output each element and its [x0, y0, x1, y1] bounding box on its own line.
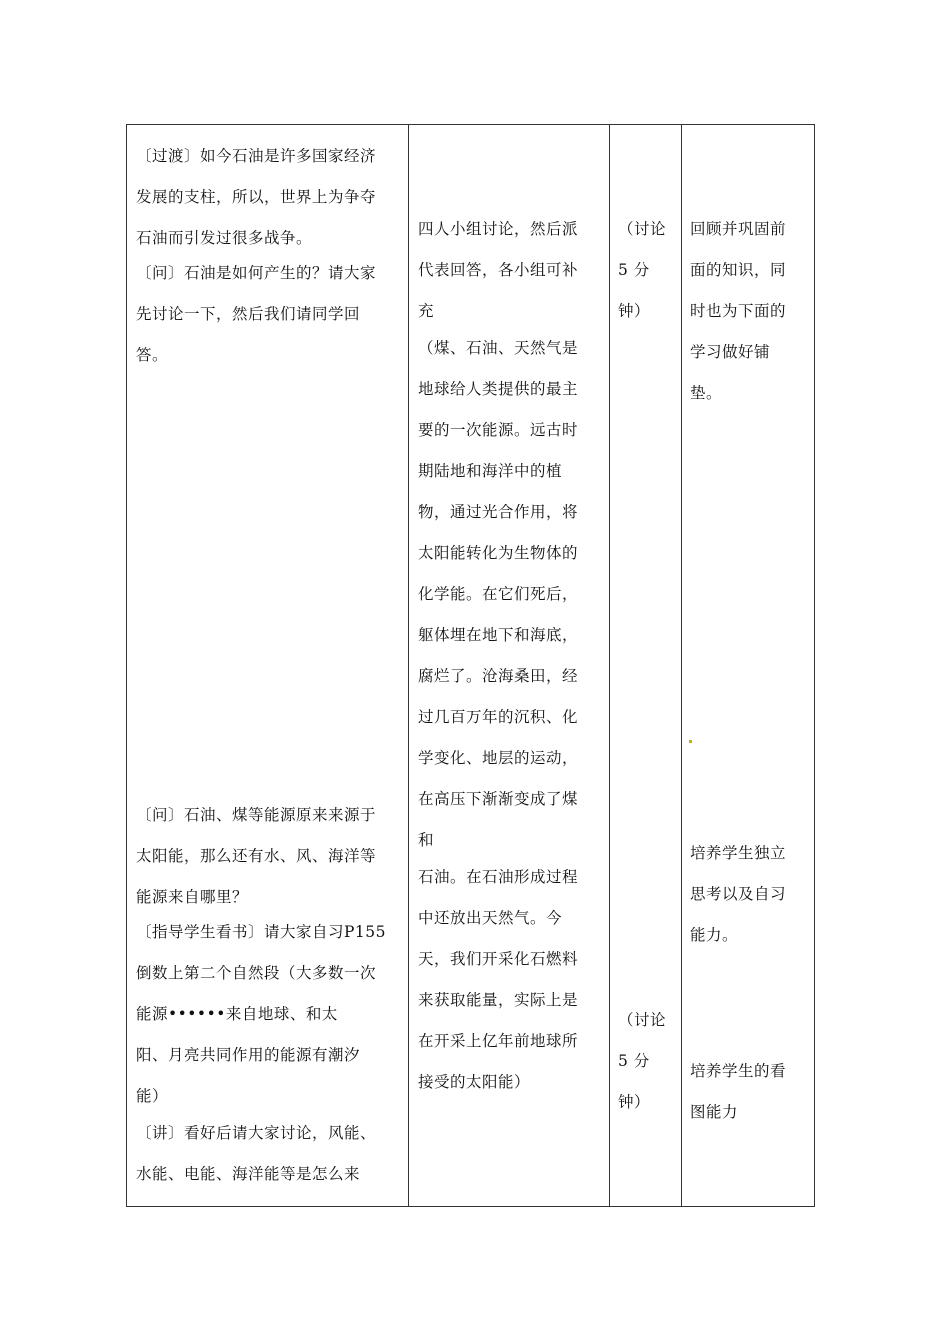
text-line: 来获取能量，实际上是	[418, 991, 579, 1009]
text-line: 能源来自哪里？	[136, 888, 249, 906]
text-line: 5 分	[618, 1052, 650, 1070]
text-line: 在高压下渐渐变成了煤	[418, 790, 579, 808]
text-line: 倒数上第二个自然段（大多数一次	[136, 964, 377, 982]
text-line: 垫。	[690, 384, 723, 402]
text-line: 思考以及自习	[690, 885, 787, 903]
text-line: 钟）	[618, 302, 651, 320]
text-line: 回顾并巩固前	[690, 220, 787, 238]
text-line: 时也为下面的	[690, 302, 787, 320]
text-line: 5 分	[618, 261, 650, 279]
text-line: 〔指导学生看书〕请大家自习P155	[136, 923, 387, 941]
text-line: 地球给人类提供的最主	[418, 380, 579, 398]
text-line: 发展的支柱，所以，世界上为争夺	[136, 188, 377, 206]
text-line: 天，我们开采化石燃料	[418, 950, 579, 968]
text-line: 化学能。在它们死后，	[418, 585, 579, 603]
text-line: （煤、石油、天然气是	[418, 339, 579, 357]
text-line: 充	[418, 302, 435, 320]
text-line: 代表回答，各小组可补	[418, 261, 579, 279]
text-line: 学习做好铺	[690, 343, 771, 361]
text-line: 先讨论一下，然后我们请同学回	[136, 305, 361, 323]
column-divider	[609, 125, 610, 1206]
column-divider	[408, 125, 409, 1206]
text-line: 四人小组讨论，然后派	[418, 220, 579, 238]
text-line: （讨论	[618, 1011, 667, 1029]
text-line: 在开采上亿年前地球所	[418, 1032, 579, 1050]
text-line: 接受的太阳能）	[418, 1073, 531, 1091]
text-line: 学变化、地层的运动，	[418, 749, 579, 767]
speck-mark	[689, 740, 692, 743]
text-line: 〔问〕石油是如何产生的？请大家	[136, 264, 377, 282]
text-line: 过几百万年的沉积、化	[418, 708, 579, 726]
text-line: 〔过渡〕如今石油是许多国家经济	[136, 147, 377, 165]
text-line: 图能力	[690, 1103, 739, 1121]
text-line: 太阳能，那么还有水、风、海洋等	[136, 847, 377, 865]
text-line: 中还放出天然气。今	[418, 909, 563, 927]
text-line: 能）	[136, 1087, 169, 1105]
text-line: 〔问〕石油、煤等能源原来来源于	[136, 806, 377, 824]
text-line: 答。	[136, 346, 169, 364]
text-line: 物，通过光合作用，将	[418, 503, 579, 521]
text-line: 阳、月亮共同作用的能源有潮汐	[136, 1046, 361, 1064]
text-line: 期陆地和海洋中的植	[418, 462, 563, 480]
text-line: 能源••••••来自地球、和太	[136, 1005, 338, 1023]
text-line: 和	[418, 831, 435, 849]
text-line: 石油而引发过很多战争。	[136, 229, 313, 247]
text-line: 太阳能转化为生物体的	[418, 544, 579, 562]
text-line: 石油。在石油形成过程	[418, 868, 579, 886]
text-line: 能力。	[690, 926, 739, 944]
text-line: 躯体埋在地下和海底，	[418, 626, 579, 644]
text-line: 〔讲〕看好后请大家讨论，风能、	[136, 1124, 377, 1142]
text-line: 培养学生独立	[690, 844, 787, 862]
text-line: 面的知识，同	[690, 261, 787, 279]
column-divider	[681, 125, 682, 1206]
text-line: 培养学生的看	[690, 1062, 787, 1080]
text-line: 要的一次能源。远古时	[418, 421, 579, 439]
text-line: （讨论	[618, 220, 667, 238]
text-line: 水能、电能、海洋能等是怎么来	[136, 1165, 361, 1183]
text-line: 腐烂了。沧海桑田，经	[418, 667, 579, 685]
text-line: 钟）	[618, 1093, 651, 1111]
